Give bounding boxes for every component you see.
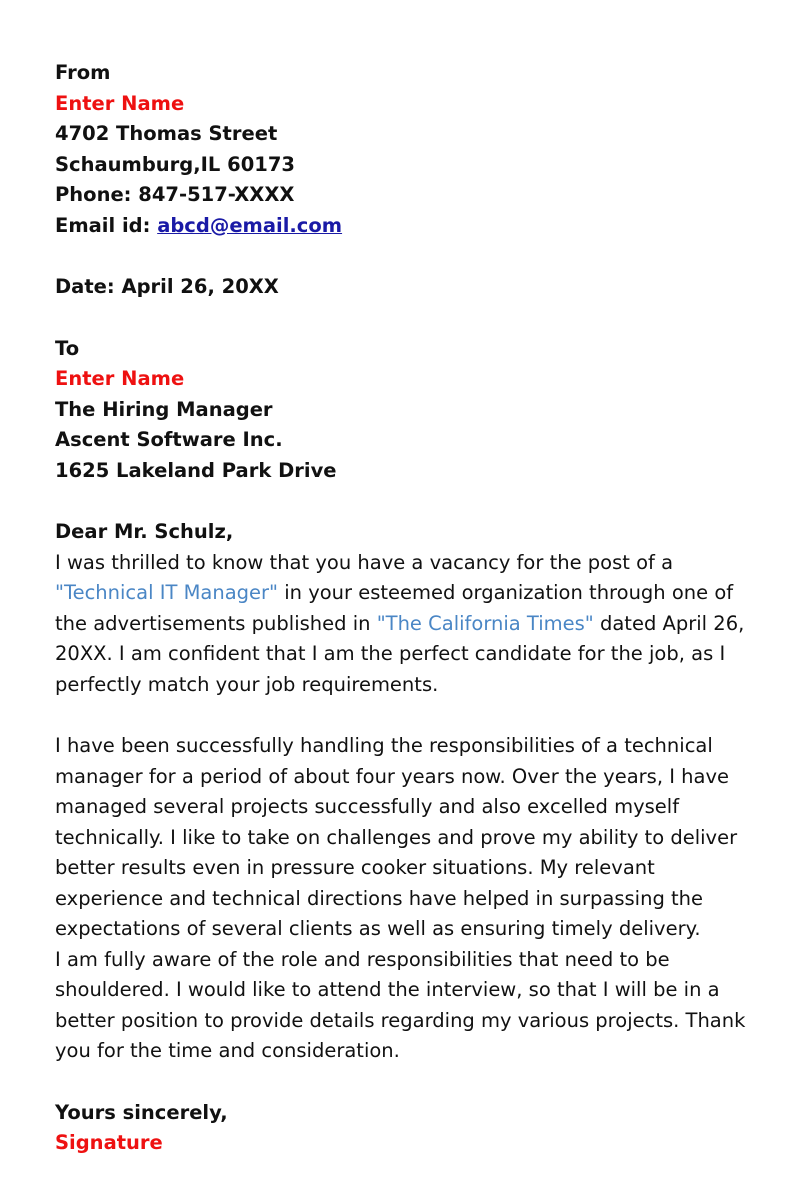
letter-date: Date: April 26, 20XX <box>55 275 279 298</box>
sender-city: Schaumburg,IL 60173 <box>55 152 295 176</box>
body-paragraph-3: I am fully aware of the role and responsibilities that need to be shouldered. I would like to attend the interview, so that I will be in a better position to provide details regarding my various projects. Thank you for the time and consideration. <box>55 947 746 1062</box>
p1-text-b: in your esteemed organization through one of the advertisements published in <box>55 581 734 635</box>
sender-block <box>55 58 760 241</box>
body-paragraph-1 <box>55 548 760 701</box>
sender-email-line <box>55 211 760 242</box>
p1-text-c: dated April 26, 20XX. I am confident that I am the perfect candidate for the job, as I perfectly match your job requirements. <box>55 611 745 696</box>
p1-text-a: I was thrilled to know that you have a vacancy for the post of a <box>55 550 674 574</box>
salutation: Dear Mr. Schulz, <box>55 520 234 543</box>
recipient-name-placeholder[interactable]: Enter Name <box>55 367 185 390</box>
sender-street: 4702 Thomas Street <box>55 122 278 145</box>
recipient-title: The Hiring Manager <box>55 397 273 421</box>
body-paragraph-2: I have been successfully handling the responsibilities of a technical manager for a period of about four years now. Over the years, I have managed several projects successfully and also excelled myself technically. I like to take on challenges and prove my ability to deliver better results even in pressure cooker situations. My relevant experience and technical directions have helped in surpassing the expectations of several clients as well as ensuring timely delivery. <box>55 734 738 940</box>
signature-placeholder[interactable]: Signature <box>55 1131 163 1154</box>
recipient-company: Ascent Software Inc. <box>55 428 283 451</box>
from-label: From <box>55 61 111 84</box>
sender-name-placeholder[interactable]: Enter Name <box>55 91 185 115</box>
closing: Yours sincerely, <box>55 1100 228 1124</box>
email-label: Email id: <box>55 213 158 237</box>
sender-phone: Phone: 847-517-XXXX <box>55 183 295 206</box>
to-label: To <box>55 336 80 360</box>
publication-highlight: "The California Times" <box>376 611 594 635</box>
position-highlight: "Technical IT Manager" <box>55 581 279 604</box>
recipient-block <box>55 334 760 487</box>
recipient-address: 1625 Lakeland Park Drive <box>55 458 337 482</box>
email-link[interactable]: abcd@email.com <box>157 213 343 237</box>
